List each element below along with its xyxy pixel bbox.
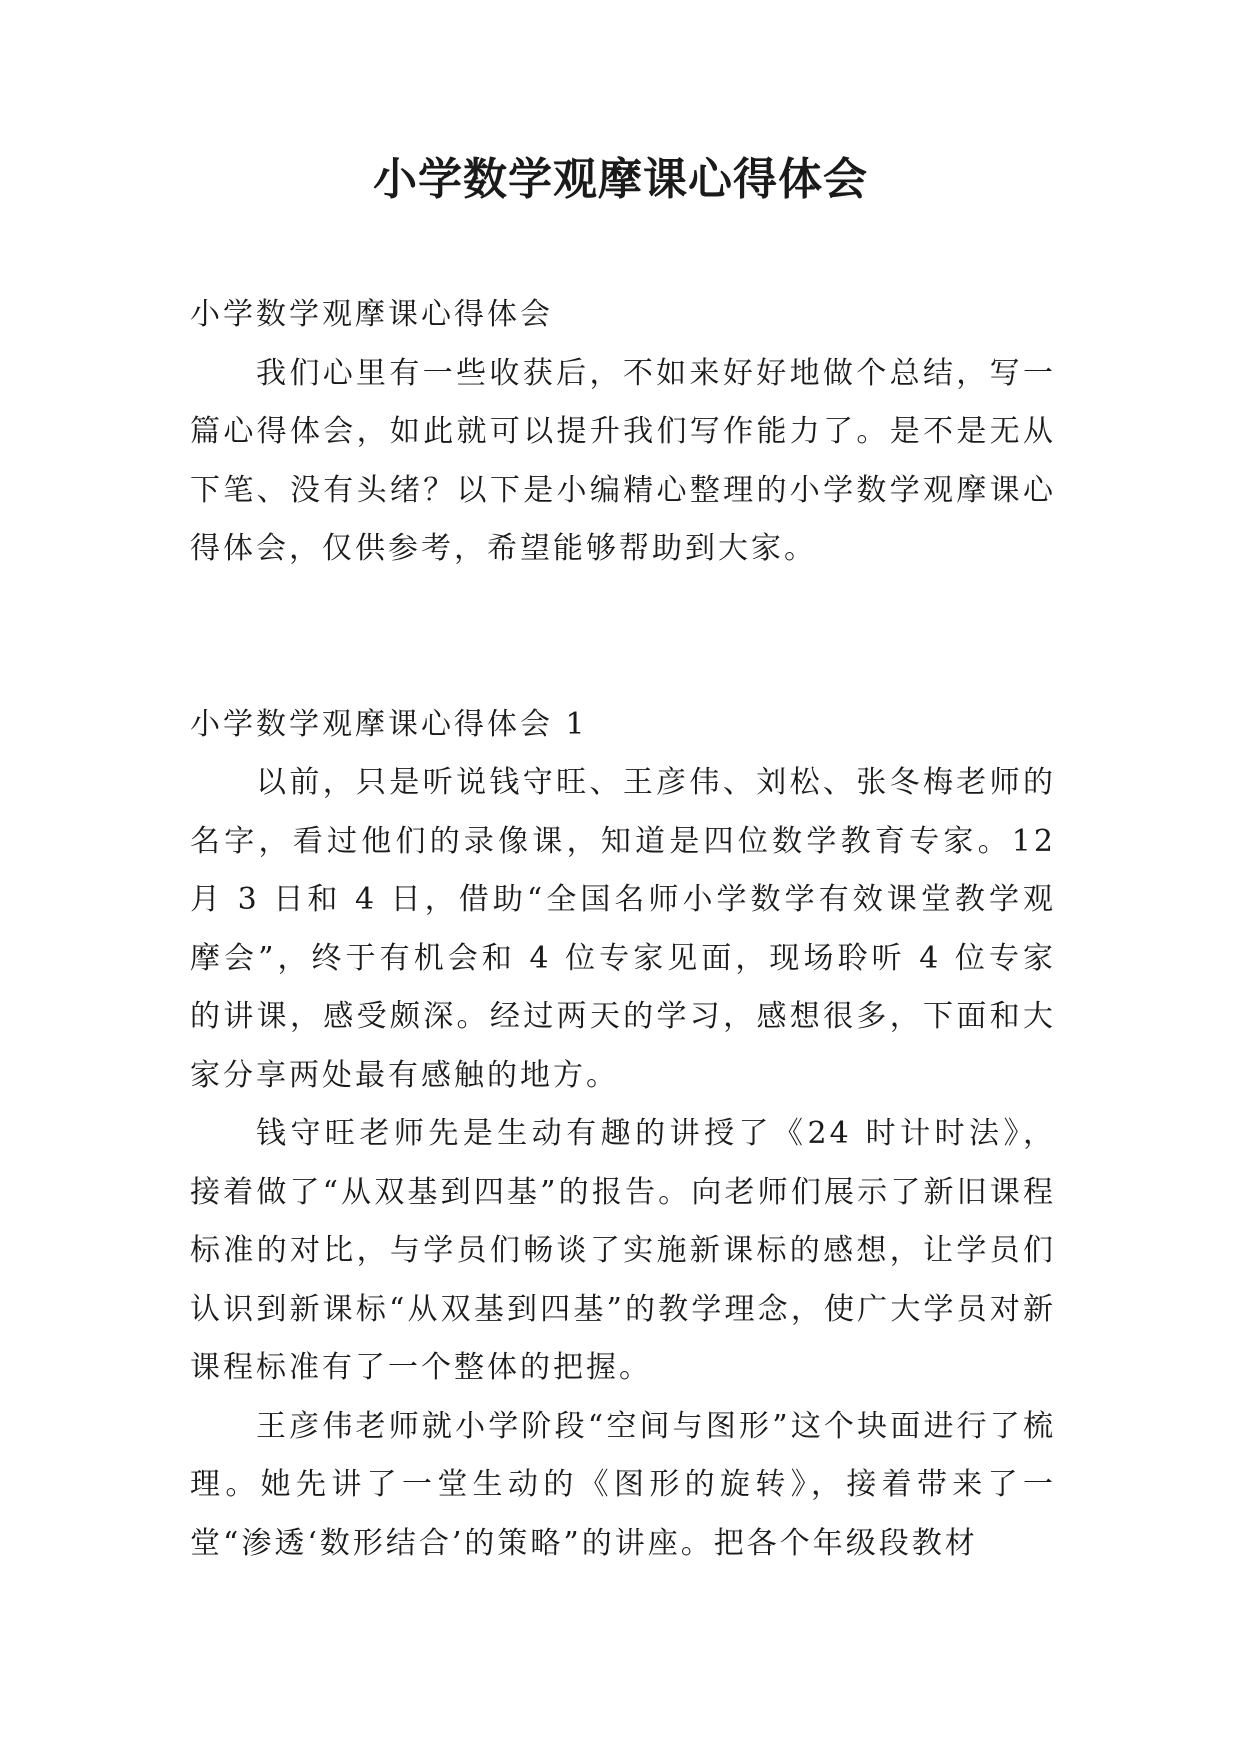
document-title: 小学数学观摩课心得体会	[373, 154, 868, 205]
intro-paragraph: 我们心里有一些收获后，不如来好好地做个总结，写一篇心得体会，如此就可以提升我们写作能力了。是不是无从下笔、没有头绪？以下是小编精心整理的小学数学观摩课心得体会，仅供参考，希望能够帮助到大家。	[190, 355, 1056, 566]
section-1-paragraph-2: 钱守旺老师先是生动有趣的讲授了《24 时计时法》，接着做了“从双基到四基”的报告。向老师们展示了新旧课程标准的对比，与学员们畅谈了实施新课标的感想，让学员们认识到新课标“从双基到四基”的教学理念，使广大学员对新课程标准有了一个整体的把握。	[190, 1116, 1056, 1385]
intro-heading: 小学数学观摩课心得体会	[190, 297, 553, 332]
document-body	[190, 286, 1056, 1573]
section-spacer	[190, 579, 1056, 696]
section-1-paragraph-3: 王彦伟老师就小学阶段“空间与图形”这个块面进行了梳理。她先讲了一堂生动的《图形的旋转》，接着带来了一堂“渗透‘数形结合’的策略”的讲座。把各个年级段教材	[190, 1408, 1056, 1561]
section-1-paragraph-1: 以前，只是听说钱守旺、王彦伟、刘松、张冬梅老师的名字，看过他们的录像课，知道是四位数学教育专家。12月 3 日和 4 日，借助“全国名师小学数学有效课堂教学观摩会”，终于有机会和 4 位专家见面，现场聆听 4 位专家的讲课，感受颇深。经过两天的学习，感想很多，下面和大家分享两处最有感触的地方。	[190, 765, 1056, 1093]
section-1-heading: 小学数学观摩课心得体会 1	[190, 706, 588, 742]
